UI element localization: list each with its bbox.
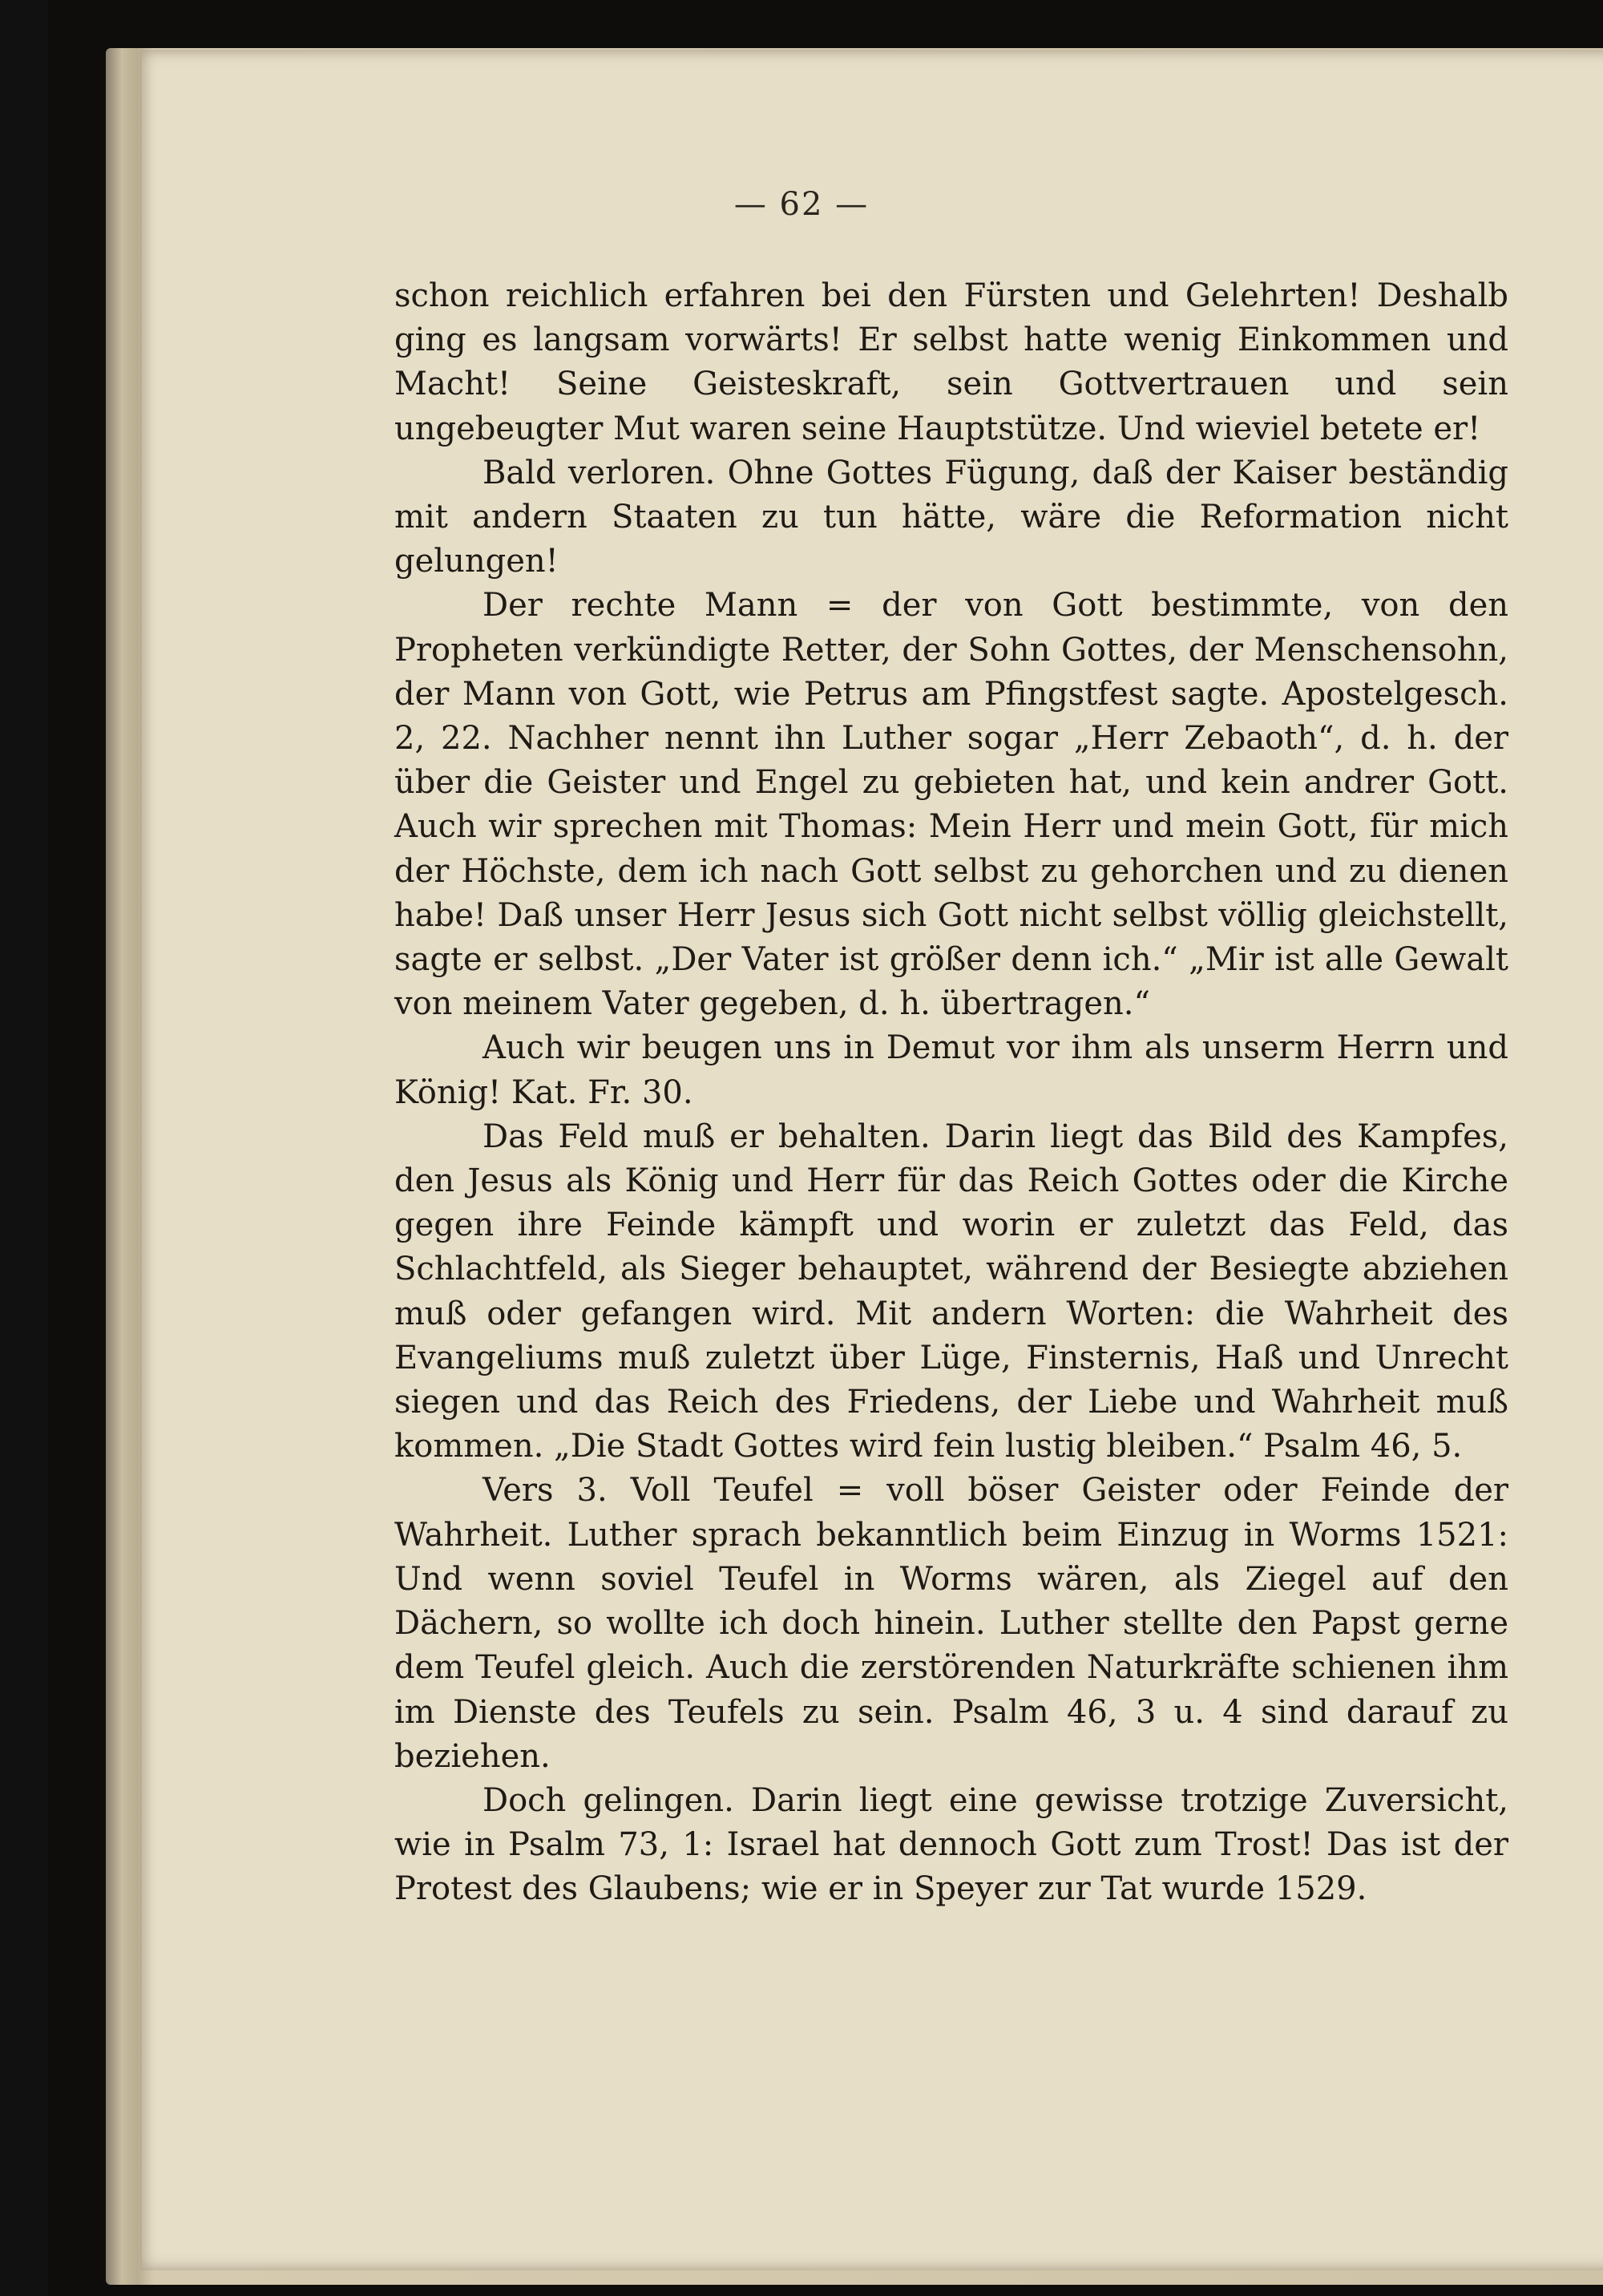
paragraph-1: schon reichlich erfahren bei den Fürsten und Gelehrten! Deshalb ging es langsam vorwärts! Er selbst hatte wenig Einkommen und Macht! Seine Geisteskraft, sein Gottvertrauen und sein ungebeugter Mut waren seine Hauptstütze. Und wieviel betete er!	[394, 277, 1508, 447]
paragraph-5: Das Feld muß er behalten. Darin liegt das Bild des Kampfes, den Jesus als König und Herr für das Reich Gottes oder die Kirche gegen ihre Feinde kämpft und worin er zuletzt das Feld, das Schlachtfeld, als Sieger behauptet, während der Besiegte abziehen muß oder gefangen wird. Mit andern Worten: die Wahrheit des Evangeliums muß zuletzt über Lüge, Finsternis, Haß und Unrecht siegen und das Reich des Friedens, der Liebe und Wahrheit muß kommen. „Die Stadt Gottes wird fein lustig bleiben.“ Psalm 46, 5.	[394, 1118, 1508, 1465]
paragraph-7: Doch gelingen. Darin liegt eine gewisse trotzige Zuversicht, wie in Psalm 73, 1: Israel hat dennoch Gott zum Trost! Das ist der Protest des Glaubens; wie er in Speyer zur Tat wurde 1529.	[394, 1781, 1508, 1908]
page-number: — 62 —	[733, 186, 870, 223]
paragraph-6: Vers 3. Voll Teufel = voll böser Geister oder Feinde der Wahrheit. Luther sprach bekanntlich beim Einzug in Worms 1521: Und wenn soviel Teufel in Worms wären, als Ziegel auf den Dächern, so wollte ich doch hinein. Luther stellte den Papst gerne dem Teufel gleich. Auch die zerstörenden Naturkräfte schienen ihm im Dienste des Teufels zu sein. Psalm 46, 3 u. 4 sind darauf zu beziehen.	[394, 1472, 1508, 1775]
paragraph-3: Der rechte Mann = der von Gott bestimmte, von den Propheten verkündigte Retter, der Sohn Gottes, der Menschensohn, der Mann von Gott, wie Petrus am Pfingstfest sagte. Apostelgesch. 2, 22. Nachher nennt ihn Luther sogar „Herr Zebaoth“, d. h. der über die Geister und Engel zu gebieten hat, und kein andrer Gott. Auch wir sprechen mit Thomas: Mein Herr und mein Gott, für mich der Höchste, dem ich nach Gott selbst zu gehorchen und zu dienen habe! Daß unser Herr Jesus sich Gott nicht selbst völlig gleichstellt, sagte er selbst. „Der Vater ist größer denn ich.“ „Mir ist alle Gewalt von meinem Vater gegeben, d. h. übertragen.“	[394, 587, 1508, 1023]
body-text	[394, 274, 1508, 1912]
paragraph-2: Bald verloren. Ohne Gottes Fügung, daß der Kaiser beständig mit andern Staaten zu tun hätte, wäre die Reformation nicht gelungen!	[394, 454, 1508, 580]
paragraph-4: Auch wir beugen uns in Demut vor ihm als unserm Herrn und König! Kat. Fr. 30.	[394, 1029, 1508, 1111]
